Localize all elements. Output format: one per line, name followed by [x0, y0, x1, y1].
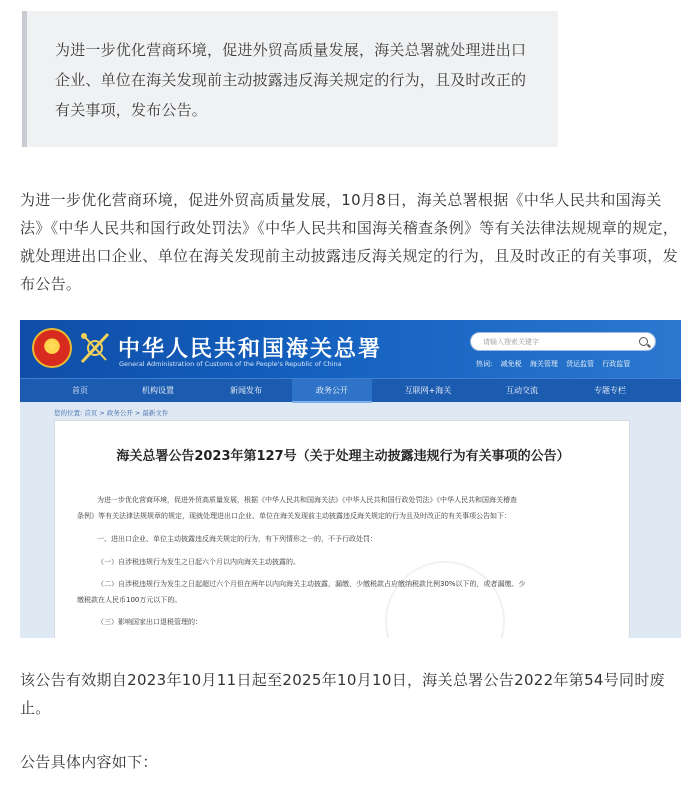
nav-interaction[interactable]: 互动交流 [506, 386, 538, 395]
nav-internet-customs[interactable]: 互联网+海关 [404, 386, 452, 395]
site-title: 中华人民共和国海关总署 [118, 336, 383, 362]
national-emblem-icon [32, 328, 72, 368]
hot-word-link[interactable]: 海关管理 [529, 360, 558, 368]
document-line: 为进一步优化营商环境，促进外贸高质量发展，根据《中华人民共和国海关法》《中华人民共和国行政处罚法》《中华人民共和国海关稽查 [97, 496, 517, 504]
document-line: 缴税款在人民币100万元以下的。 [77, 596, 182, 604]
document-line: 一、进出口企业、单位主动披露违反海关规定的行为，有下列情形之一的，不予行政处罚： [97, 535, 377, 543]
blockquote [22, 11, 558, 147]
customs-emblem-icon [78, 330, 112, 366]
document-title: 海关总署公告2023年第127号（关于处理主动披露违规行为有关事项的公告） [116, 449, 570, 464]
hot-words-label: 热词: [476, 360, 493, 368]
breadcrumb[interactable]: 您的位置: 首页 > 政务公开 > 最新文件 [54, 409, 169, 417]
article-paragraph-3: 公告具体内容如下： [20, 753, 158, 771]
site-banner [20, 320, 681, 378]
hot-word-link[interactable]: 减免税 [500, 360, 522, 368]
document-line: （三）影响国家出口退税管理的： [97, 618, 202, 626]
document-line: 条例》等有关法律法规规章的规定，现就处理进出口企业、单位在海关发现前主动披露违反海关规定的行为且及时改正的有关事项公告如下： [77, 512, 511, 520]
site-nav [20, 378, 681, 402]
site-subtitle: General Administration of Customs of the People's Republic of China [119, 360, 342, 368]
nav-organization[interactable]: 机构设置 [142, 386, 174, 395]
quote-text: 为进一步优化营商环境，促进外贸高质量发展，海关总署就处理进出口企业、单位在海关发现前主动披露违反海关规定的行为，且及时改正的有关事项，发布公告。 [55, 41, 527, 119]
search-icon[interactable] [639, 337, 648, 346]
nav-news[interactable]: 新闻发布 [230, 386, 262, 395]
article-paragraph-2: 该公告有效期自2023年10月11日起至2025年10月10日，海关总署公告2022年第54号同时废止。 [20, 671, 665, 717]
site-search-input[interactable] [470, 332, 656, 351]
nav-home[interactable]: 首页 [72, 386, 88, 395]
document-line: （一）自涉税违规行为发生之日起六个月以内向海关主动披露的。 [97, 558, 300, 566]
search-placeholder: 请输入搜索关键字 [483, 338, 539, 346]
article-paragraph-1: 为进一步优化营商环境，促进外贸高质量发展，10月8日，海关总署根据《中华人民共和国海关法》《中华人民共和国行政处罚法》《中华人民共和国海关稽查条例》等有关法律法规规章的规定，就处理进出口企业、单位在海关发现前主动披露违反海关规定的行为，且及时改正的有关事项，发布公告。 [20, 191, 679, 293]
document-panel [54, 420, 630, 638]
embedded-screenshot [20, 320, 681, 638]
nav-special-topics[interactable]: 专题专栏 [594, 386, 626, 395]
nav-government-affairs[interactable]: 政务公开 [292, 379, 372, 403]
hot-words [476, 359, 636, 369]
hot-word-link[interactable]: 货运监管 [566, 360, 595, 368]
hot-word-link[interactable]: 行政监管 [602, 360, 631, 368]
document-line: （二）自涉税违规行为发生之日起超过六个月但在两年以内向海关主动披露，漏缴、少缴税款占应缴纳税款比例30%以下的，或者漏缴、少 [97, 580, 526, 588]
